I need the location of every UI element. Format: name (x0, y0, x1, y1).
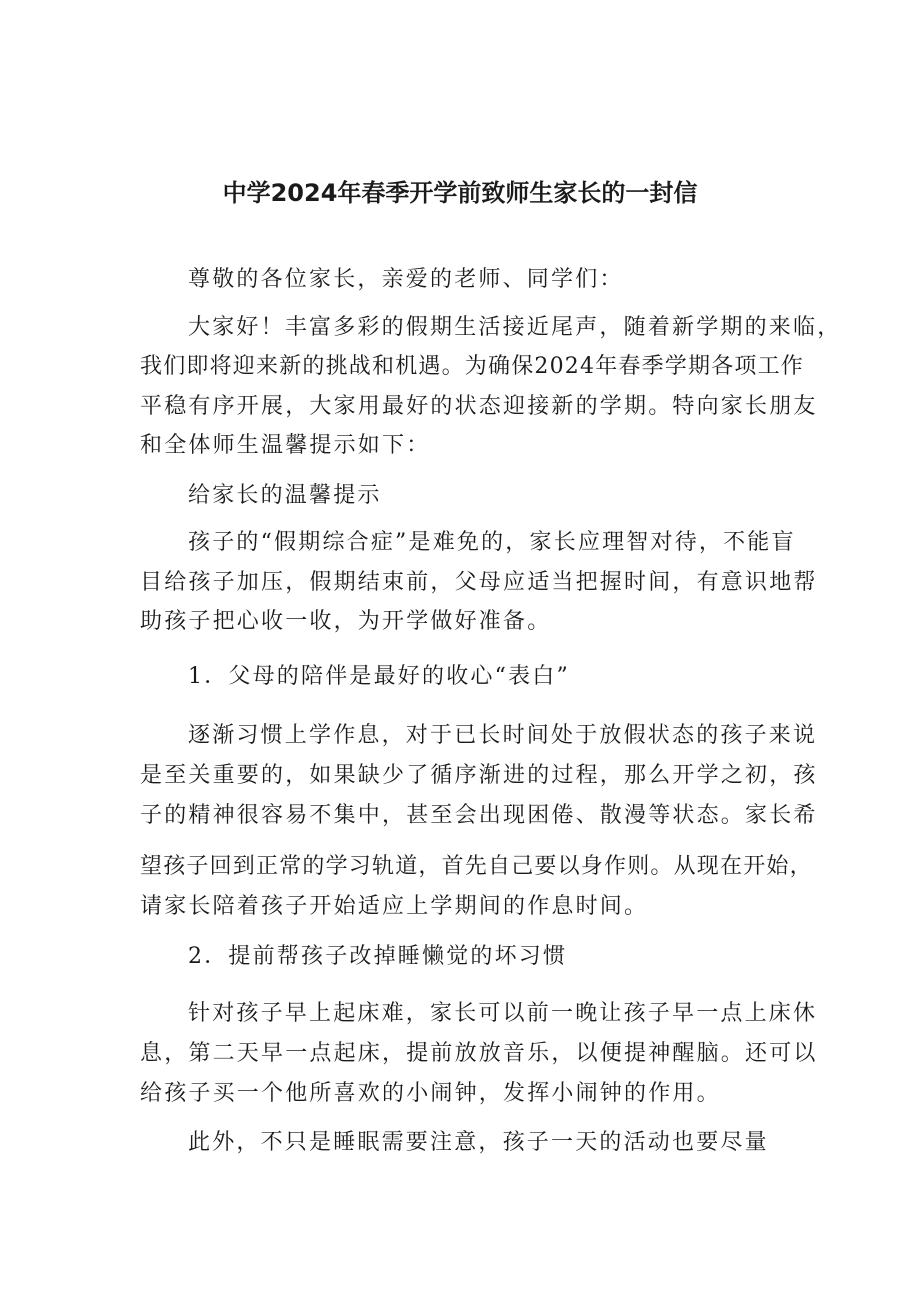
paragraph-line: 孩子的“假期综合症”是难免的，家长应理智对待，不能盲 (188, 530, 796, 555)
numbered-heading: 2．提前帮孩子改掉睡懒觉的坏习惯 (188, 944, 568, 969)
paragraph-line: 大家好！丰富多彩的假期生活接近尾声，随着新学期的来临， (188, 315, 842, 340)
salutation: 尊敬的各位家长，亲爱的老师、同学们： (188, 267, 624, 292)
paragraph-line: 目给孩子加压，假期结束前，父母应适当把握时间，有意识地帮 (140, 570, 818, 595)
paragraph-line: 助孩子把心收一收，为开学做好准备。 (140, 609, 552, 634)
paragraph-line: 请家长陪着孩子开始适应上学期间的作息时间。 (140, 894, 649, 919)
paragraph-line: 此外，不只是睡眠需要注意，孩子一天的活动也要尽量 (188, 1130, 769, 1155)
paragraph-line: 针对孩子早上起床难，家长可以前一晚让孩子早一点上床休 (188, 1001, 818, 1026)
paragraph-line: 逐渐习惯上学作息，对于已长时间处于放假状态的孩子来说 (188, 723, 818, 748)
paragraph-line: 息，第二天早一点起床，提前放放音乐，以便提神醒脑。还可以 (140, 1041, 818, 1066)
numbered-heading: 1．父母的陪伴是最好的收心“表白” (188, 664, 570, 689)
paragraph-line: 和全体师生温馨提示如下： (140, 433, 431, 458)
page-title: 中学2024年春季开学前致师生家长的一封信 (222, 179, 698, 207)
section-heading: 给家长的温馨提示 (188, 483, 382, 508)
paragraph-line: 我们即将迎来新的挑战和机遇。为确保2024年春季学期各项工作 (140, 354, 804, 379)
paragraph-line: 平稳有序开展，大家用最好的状态迎接新的学期。特向家长朋友 (140, 394, 818, 419)
paragraph-line: 是至关重要的，如果缺少了循序渐进的过程，那么开学之初，孩 (140, 763, 818, 788)
paragraph-line: 给孩子买一个他所喜欢的小闹钟，发挥小闹钟的作用。 (140, 1081, 721, 1106)
paragraph-line: 子的精神很容易不集中，甚至会出现困倦、散漫等状态。家长希 (140, 803, 818, 828)
paragraph-line: 望孩子回到正常的学习轨道，首先自己要以身作则。从现在开始， (140, 854, 813, 879)
